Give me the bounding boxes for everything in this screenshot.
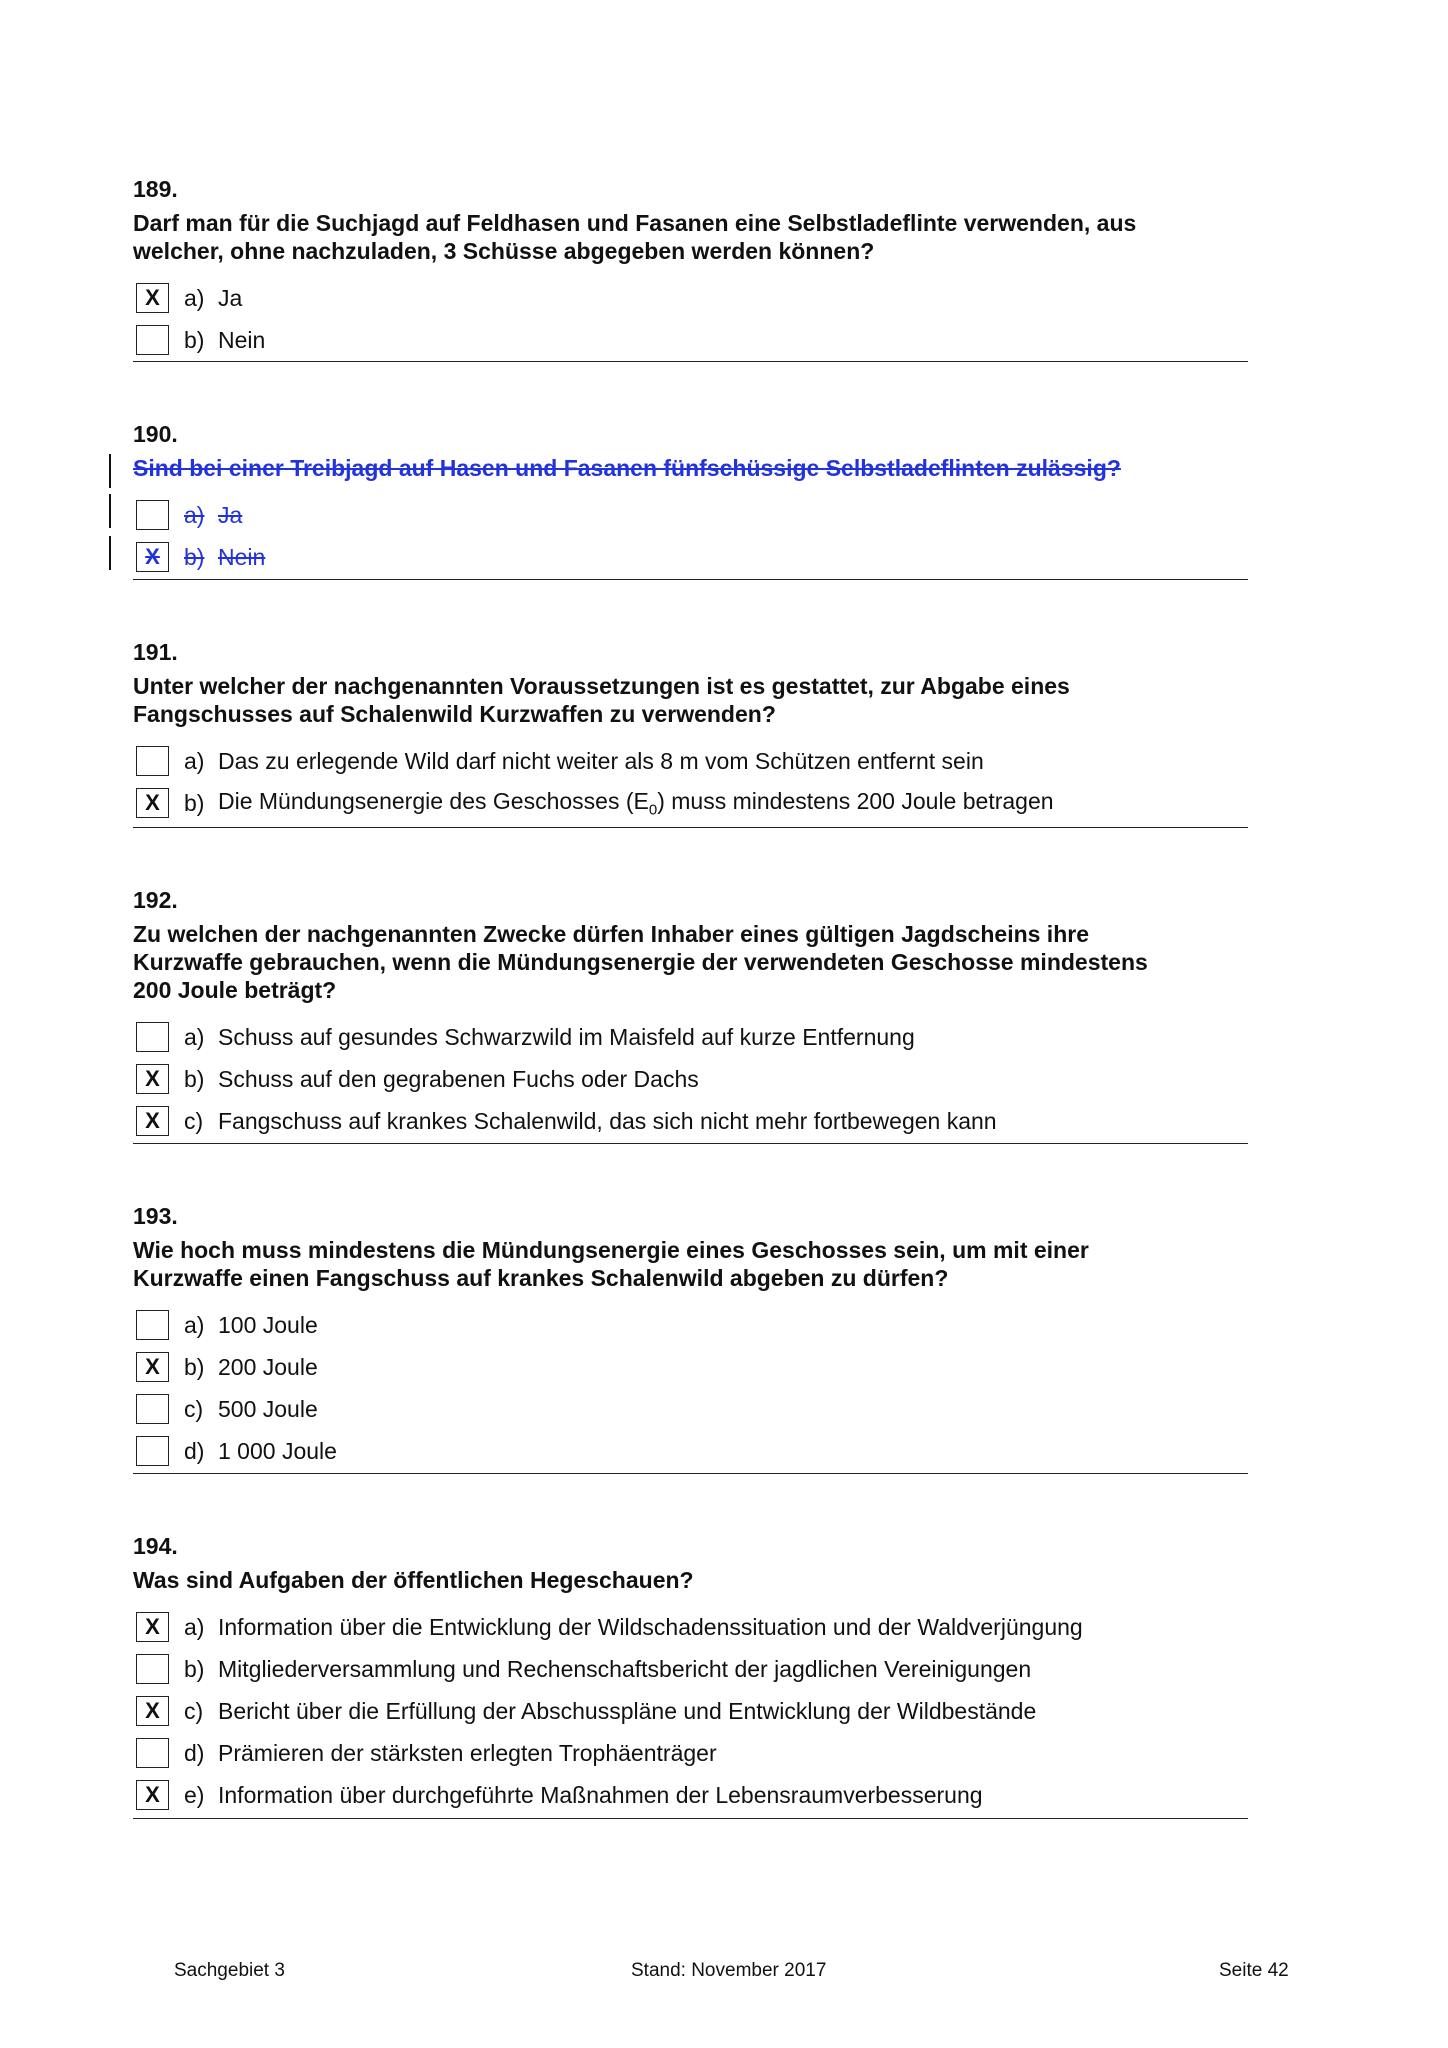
answer-option <box>133 1388 1248 1430</box>
answer-text: Bericht über die Erfüllung der Abschusspläne und Entwicklung der Wildbestände <box>218 1697 1037 1724</box>
answer-option <box>133 1058 1248 1100</box>
answer-checkbox[interactable]: X <box>136 1696 169 1726</box>
answer-letter: a) <box>184 501 205 528</box>
answer-text: Schuss auf gesundes Schwarzwild im Maisfeld auf kurze Entfernung <box>218 1023 915 1050</box>
question-text-line: Sind bei einer Treibjagd auf Hasen und Fasanen fünfschüssige Selbstladeflinten zulässig? <box>133 455 1121 481</box>
question-190 <box>133 420 1248 578</box>
answer-letter: b) <box>184 1065 205 1092</box>
question-number: 192. <box>133 887 178 913</box>
question-text <box>133 454 1248 482</box>
answer-text: Ja <box>218 501 243 528</box>
answer-text-part: Die Mündungsenergie des Geschosses (E <box>218 787 649 814</box>
answer-letter: b) <box>184 789 205 816</box>
answer-option <box>133 1100 1248 1142</box>
question-number: 190. <box>133 421 178 447</box>
answer-text: 500 Joule <box>218 1395 318 1422</box>
answer-letter: a) <box>184 747 205 774</box>
answer-option <box>133 1304 1248 1346</box>
question-189 <box>133 175 1248 361</box>
answer-list <box>133 1606 1248 1816</box>
answer-option <box>133 536 1248 578</box>
answer-text: Information über durchgeführte Maßnahmen der Lebensraumverbesserung <box>218 1781 983 1808</box>
question-number: 193. <box>133 1203 178 1229</box>
answer-letter: b) <box>184 1353 205 1380</box>
answer-option <box>133 782 1248 824</box>
answer-list <box>133 1304 1248 1472</box>
answer-checkbox[interactable] <box>136 325 169 355</box>
question-text-line: Kurzwaffe gebrauchen, wenn die Mündungsenergie der verwendeten Geschosse mindestens <box>133 949 1148 975</box>
question-text <box>133 1236 1248 1292</box>
answer-checkbox[interactable] <box>136 1738 169 1768</box>
answer-letter: b) <box>184 326 205 353</box>
answer-text: 100 Joule <box>218 1311 318 1338</box>
answer-checkbox[interactable] <box>136 1022 169 1052</box>
answer-option <box>133 1690 1248 1732</box>
answer-text: Schuss auf den gegrabenen Fuchs oder Dachs <box>218 1065 699 1092</box>
answer-text: 200 Joule <box>218 1353 318 1380</box>
answer-option <box>133 494 1248 536</box>
footer-page-number: Seite 42 <box>1219 1960 1289 1981</box>
answer-checkbox[interactable] <box>136 1310 169 1340</box>
question-text-line: Unter welcher der nachgenannten Voraussetzungen ist es gestattet, zur Abgabe eines <box>133 673 1070 699</box>
answer-checkbox[interactable] <box>136 1436 169 1466</box>
answer-checkbox[interactable] <box>136 1654 169 1684</box>
answer-letter: e) <box>184 1781 205 1808</box>
answer-letter: b) <box>184 543 205 570</box>
answer-checkbox[interactable]: X <box>136 283 169 313</box>
answer-text <box>218 788 1054 819</box>
answer-text: Fangschuss auf krankes Schalenwild, das sich nicht mehr fortbewegen kann <box>218 1107 997 1134</box>
answer-checkbox[interactable]: X <box>136 1780 169 1810</box>
answer-text: Mitgliederversammlung und Rechenschaftsbericht der jagdlichen Vereinigungen <box>218 1655 1032 1682</box>
question-text-line: Wie hoch muss mindestens die Mündungsenergie eines Geschosses sein, um mit einer <box>133 1237 1089 1263</box>
question-divider <box>133 579 1248 580</box>
answer-option <box>133 1346 1248 1388</box>
answer-letter: d) <box>184 1739 205 1766</box>
question-number: 189. <box>133 176 178 202</box>
answer-list <box>133 494 1248 578</box>
answer-option <box>133 1016 1248 1058</box>
answer-text-part: ) muss mindestens 200 Joule betragen <box>657 787 1054 814</box>
answer-text: Information über die Entwicklung der Wildschadenssituation und der Waldverjüngung <box>218 1613 1083 1640</box>
answer-letter: a) <box>184 1023 205 1050</box>
question-divider <box>133 1143 1248 1144</box>
answer-checkbox[interactable]: X <box>136 1612 169 1642</box>
question-text-line: 200 Joule beträgt? <box>133 977 337 1003</box>
answer-letter: d) <box>184 1437 205 1464</box>
answer-checkbox[interactable]: X <box>136 1106 169 1136</box>
question-number: 194. <box>133 1533 178 1559</box>
answer-checkbox[interactable]: X <box>136 542 169 572</box>
question-text-line: Darf man für die Suchjagd auf Feldhasen und Fasanen eine Selbstladeflinte verwenden, aus <box>133 210 1137 236</box>
question-divider <box>133 1473 1248 1474</box>
answer-checkbox[interactable]: X <box>136 1064 169 1094</box>
answer-option <box>133 1774 1248 1816</box>
answer-letter: a) <box>184 1311 205 1338</box>
question-text-line: Was sind Aufgaben der öffentlichen Hegeschauen? <box>133 1567 694 1593</box>
answer-option <box>133 319 1248 361</box>
answer-letter: a) <box>184 1613 205 1640</box>
answer-option <box>133 1606 1248 1648</box>
question-text <box>133 1566 1248 1594</box>
question-text-line: welcher, ohne nachzuladen, 3 Schüsse abgegeben werden können? <box>133 238 875 264</box>
answer-text: Das zu erlegende Wild darf nicht weiter als 8 m vom Schützen entfernt sein <box>218 747 984 774</box>
answer-list <box>133 277 1248 361</box>
question-divider <box>133 827 1248 828</box>
answer-checkbox[interactable]: X <box>136 1352 169 1382</box>
question-text <box>133 920 1248 1004</box>
answer-letter: c) <box>184 1697 204 1724</box>
footer-date: Stand: November 2017 <box>631 1960 827 1981</box>
answer-checkbox[interactable] <box>136 746 169 776</box>
change-bar <box>109 454 111 488</box>
answer-option <box>133 1430 1248 1472</box>
answer-option <box>133 277 1248 319</box>
answer-checkbox[interactable]: X <box>136 788 169 818</box>
answer-text: Ja <box>218 284 243 311</box>
change-bar <box>109 494 111 528</box>
question-text-line: Kurzwaffe einen Fangschuss auf krankes Schalenwild abgeben zu dürfen? <box>133 1265 949 1291</box>
answer-list <box>133 740 1248 824</box>
answer-letter: c) <box>184 1107 204 1134</box>
question-divider <box>133 1818 1248 1819</box>
question-text-line: Fangschusses auf Schalenwild Kurzwaffen zu verwenden? <box>133 701 776 727</box>
answer-option <box>133 1648 1248 1690</box>
question-divider <box>133 361 1248 362</box>
answer-option <box>133 1732 1248 1774</box>
answer-checkbox[interactable] <box>136 500 169 530</box>
question-191 <box>133 638 1248 824</box>
answer-text: 1 000 Joule <box>218 1437 337 1464</box>
question-text <box>133 209 1248 265</box>
answer-text: Nein <box>218 326 266 353</box>
answer-text: Prämieren der stärksten erlegten Trophäenträger <box>218 1739 717 1766</box>
question-194 <box>133 1532 1248 1816</box>
question-193 <box>133 1202 1248 1472</box>
answer-checkbox[interactable] <box>136 1394 169 1424</box>
subscript-zero: 0 <box>648 801 658 819</box>
question-192 <box>133 886 1248 1142</box>
question-text-line: Zu welchen der nachgenannten Zwecke dürfen Inhaber eines gültigen Jagdscheins ihre <box>133 921 1089 947</box>
question-number: 191. <box>133 639 178 665</box>
answer-text: Nein <box>218 543 266 570</box>
question-text <box>133 672 1248 728</box>
answer-list <box>133 1016 1248 1142</box>
footer-section: Sachgebiet 3 <box>174 1960 285 1981</box>
answer-letter: c) <box>184 1395 204 1422</box>
answer-letter: b) <box>184 1655 205 1682</box>
answer-option <box>133 740 1248 782</box>
answer-letter: a) <box>184 284 205 311</box>
change-bar <box>109 536 111 570</box>
